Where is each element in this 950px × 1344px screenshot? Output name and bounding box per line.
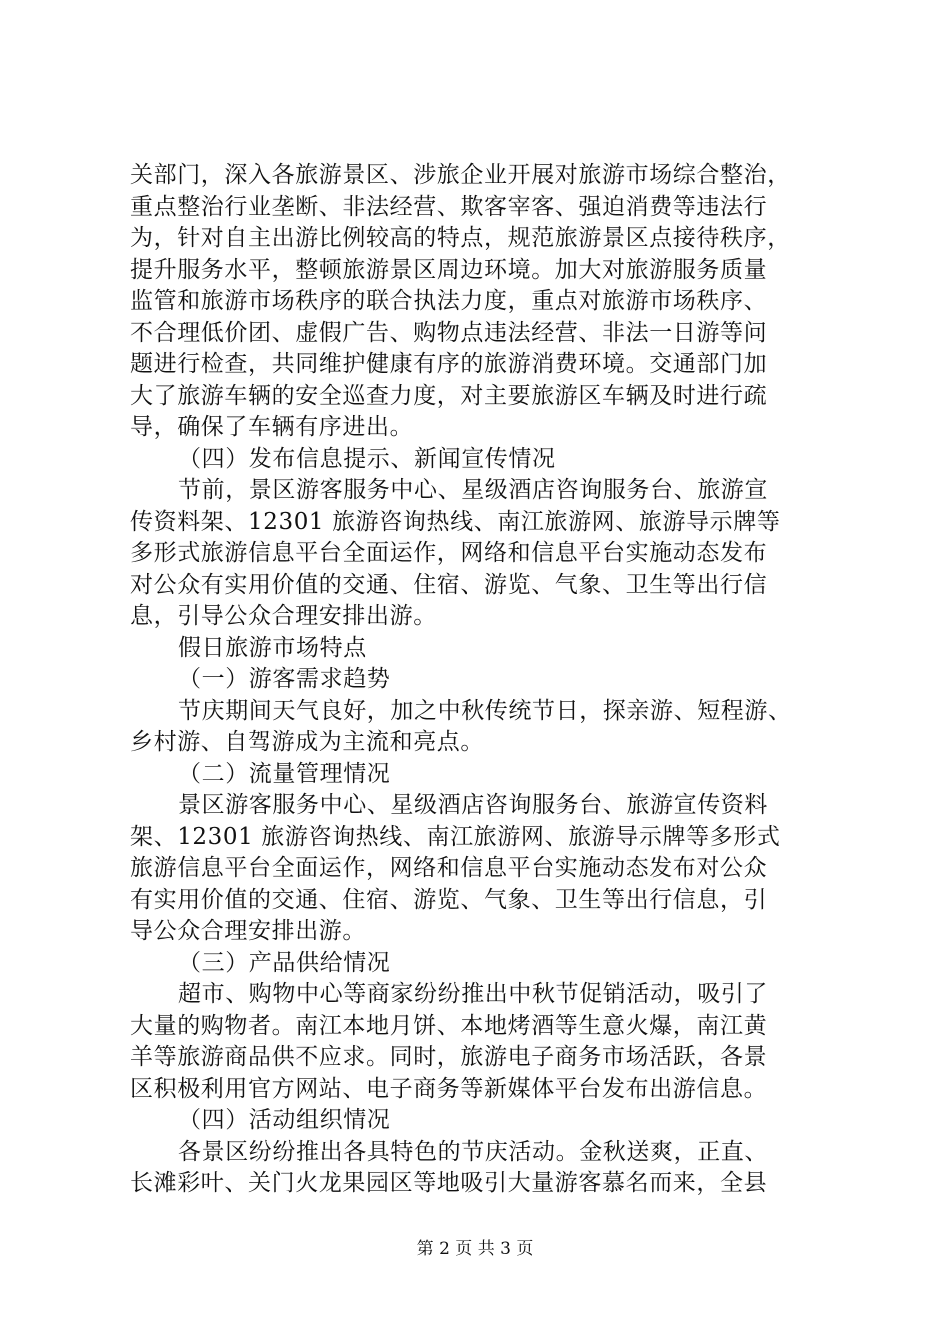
text-line: 题进行检查，共同维护健康有序的旅游消费环境。交通部门加 (130, 351, 768, 377)
text-line: 乡村游、自驾游成为主流和亮点。 (130, 729, 484, 755)
text-line: 超市、购物中心等商家纷纷推出中秋节促销活动，吸引了 (178, 981, 768, 1007)
text-line: （三）产品供给情况 (178, 949, 391, 976)
text-line: 假日旅游市场特点 (178, 634, 367, 661)
text-line: （四）发布信息提示、新闻宣传情况 (178, 445, 556, 472)
text-line: 旅游信息平台全面运作，网络和信息平台实施动态发布对公众 (130, 855, 768, 881)
text-line: 多形式旅游信息平台全面运作，网络和信息平台实施动态发布 (130, 540, 768, 566)
text-line: 区积极利用官方网站、电子商务等新媒体平台发布出游信息。 (130, 1075, 768, 1102)
text-line: 导，确保了车辆有序进出。 (130, 414, 414, 440)
text-line: 不合理低价团、虚假广告、购物点违法经营、非法一日游等问 (130, 319, 768, 346)
text-line: 景区游客服务中心、星级酒店咨询服务台、旅游宣传资料 (178, 792, 768, 818)
text-line: （四）活动组织情况 (178, 1107, 391, 1133)
text-line: 导公众合理安排出游。 (130, 918, 366, 944)
text-line: 各景区纷纷推出各具特色的节庆活动。金秋送爽，正直、 (178, 1138, 768, 1165)
text-line: 大了旅游车辆的安全巡查力度，对主要旅游区车辆及时进行疏 (130, 382, 768, 409)
page-footer: 第 2 页 共 3 页 (416, 1239, 534, 1259)
text-line: 传资料架、12301 旅游咨询热线、南江旅游网、旅游导示牌等 (130, 508, 781, 535)
text-line: （一）游客需求趋势 (178, 666, 391, 692)
text-line: 对公众有实用价值的交通、住宿、游览、气象、卫生等出行信 (130, 571, 768, 598)
text-line: 节前，景区游客服务中心、星级酒店咨询服务台、旅游宣 (178, 477, 768, 503)
text-line: 提升服务水平，整顿旅游景区周边环境。加大对旅游服务质量 (130, 256, 768, 283)
text-line: 长滩彩叶、关门火龙果园区等地吸引大量游客慕名而来，全县 (130, 1170, 768, 1196)
document-body (130, 160, 830, 1200)
text-line: （二）流量管理情况 (178, 760, 391, 787)
text-line: 羊等旅游商品供不应求。同时，旅游电子商务市场活跃，各景 (130, 1044, 768, 1070)
text-line: 节庆期间天气良好，加之中秋传统节日，探亲游、短程游、 (178, 697, 792, 724)
text-line: 大量的购物者。南江本地月饼、本地烤酒等生意火爆，南江黄 (130, 1012, 768, 1039)
text-line: 息，引导公众合理安排出游。 (130, 603, 437, 629)
text-line: 为，针对自主出游比例较高的特点，规范旅游景区点接待秩序， (130, 225, 791, 251)
text-line: 架、12301 旅游咨询热线、南江旅游网、旅游导示牌等多形式 (130, 823, 781, 850)
text-line: 有实用价值的交通、住宿、游览、气象、卫生等出行信息，引 (130, 886, 768, 913)
text-line: 关部门，深入各旅游景区、涉旅企业开展对旅游市场综合整治， (130, 162, 791, 188)
text-line: 监管和旅游市场秩序的联合执法力度，重点对旅游市场秩序、 (130, 288, 768, 314)
text-line: 重点整治行业垄断、非法经营、欺客宰客、强迫消费等违法行 (130, 193, 768, 220)
